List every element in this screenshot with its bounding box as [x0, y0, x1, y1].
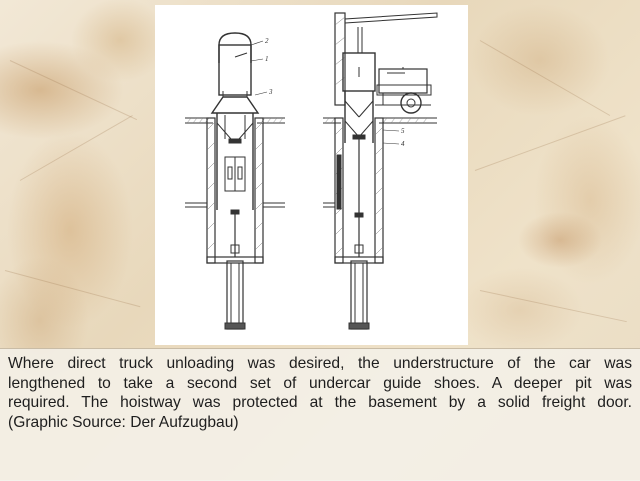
- caption-source-line: (Graphic Source: Der Aufzugbau): [8, 413, 239, 431]
- truck-illustration: [375, 67, 431, 113]
- technical-drawing-panel: [155, 5, 468, 345]
- paper-crease: [10, 60, 137, 120]
- caption-box: [0, 348, 640, 481]
- paper-crease: [475, 115, 626, 171]
- caption-text: [8, 354, 632, 432]
- right-hoistway-elevation: [323, 13, 437, 329]
- callout-label: 3: [269, 88, 273, 96]
- callout-label: 4: [401, 140, 405, 148]
- elevator-hoistway-drawing: [155, 5, 468, 345]
- callout-label: 5: [401, 127, 405, 135]
- left-hoistway-elevation: [185, 33, 285, 329]
- paper-crease: [480, 290, 627, 322]
- caption-line: required. The hoistway was protected at the basement by a solid freight door.: [8, 394, 632, 411]
- paper-crease: [5, 270, 140, 307]
- caption-line: Where direct truck unloading was desired, the understructure of the car was: [8, 355, 632, 372]
- paper-crease: [480, 40, 610, 116]
- callout-label: 2: [265, 37, 269, 45]
- callout-label: 1: [265, 55, 269, 63]
- caption-line: lengthened to take a second set of undercar guide shoes. A deeper pit was: [8, 374, 632, 392]
- paper-crease: [20, 115, 133, 181]
